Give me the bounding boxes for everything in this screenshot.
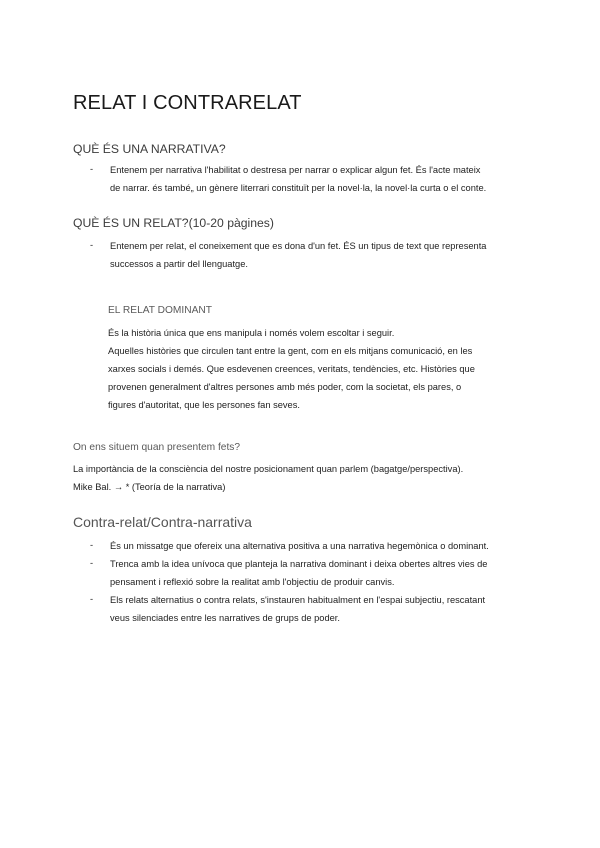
situem-paragraph [73, 460, 463, 496]
heading-que-es-relat: QUÈ ÉS UN RELAT?(10-20 pàgines) [73, 216, 274, 230]
bullet-text [110, 591, 485, 627]
heading-contra-relat: Contra-relat/Contra-narrativa [73, 514, 252, 530]
text-line: És la història única que ens manipula i només volem escoltar i seguir. [108, 328, 395, 338]
bullet-marker: - [90, 240, 94, 250]
text-line: Trenca amb la idea unívoca que planteja la narrativa dominant i deixa obertes altres vies de [110, 559, 488, 569]
text-line: Mike Bal. → * (Teoría de la narrativa) [73, 482, 226, 492]
text-line: pensament i reflexió sobre la realitat amb l'objectiu de produir canvis. [110, 577, 395, 587]
text-line: figures d'autoritat, que les persones fan seves. [108, 400, 300, 410]
text-line: de narrar. és també„ un gènere literrari constituït per la novel·la, la novel·la curta o el conte. [110, 183, 487, 193]
bullet-text [110, 237, 486, 273]
text-line: Aquelles històries que circulen tant entre la gent, com en els mitjans comunicació, en les [108, 346, 473, 356]
text-line: Entenem per relat, el coneixement que es dona d'un fet. ÉS un tipus de text que representa [110, 241, 487, 251]
text-line: successos a partir del llenguatge. [110, 259, 248, 269]
heading-relat-dominant: EL RELAT DOMINANT [108, 305, 212, 316]
heading-on-ens-situem: On ens situem quan presentem fets? [73, 442, 241, 453]
heading-que-es-narrativa: QUÈ ÉS UNA NARRATIVA? [73, 142, 226, 156]
text-line: provenen generalment d'altres persones amb més poder, com la societat, els pares, o [108, 382, 462, 392]
bullet-text [110, 555, 487, 591]
text-line: Entenem per narrativa l'habilitat o destresa per narrar o explicar algun fet. És l'acte mateix [110, 165, 481, 175]
dominant-paragraph [108, 324, 475, 414]
text-line: veus silenciades entre les narratives de grups de poder. [110, 613, 340, 623]
bullet-marker: - [90, 164, 94, 174]
text-line: xarxes socials i demés. Que esdevenen creences, veritats, tendències, etc. Històries que [108, 364, 475, 374]
text-line: La importància de la consciència del nostre posicionament quan parlem (bagatge/perspectiva). [73, 464, 464, 474]
bullet-marker: - [90, 558, 94, 568]
text-line: Els relats alternatius o contra relats, s'instauren habitualment en l'espai subjectiu, rescatant [110, 595, 486, 605]
document-title: RELAT I CONTRARELAT [73, 92, 302, 114]
bullet-marker: - [90, 594, 94, 604]
bullet-text [110, 161, 486, 197]
bullet-marker: - [90, 540, 94, 550]
bullet-text [110, 537, 489, 555]
text-line: És un missatge que ofereix una alternativa positiva a una narrativa hegemònica o dominant. [110, 541, 489, 551]
